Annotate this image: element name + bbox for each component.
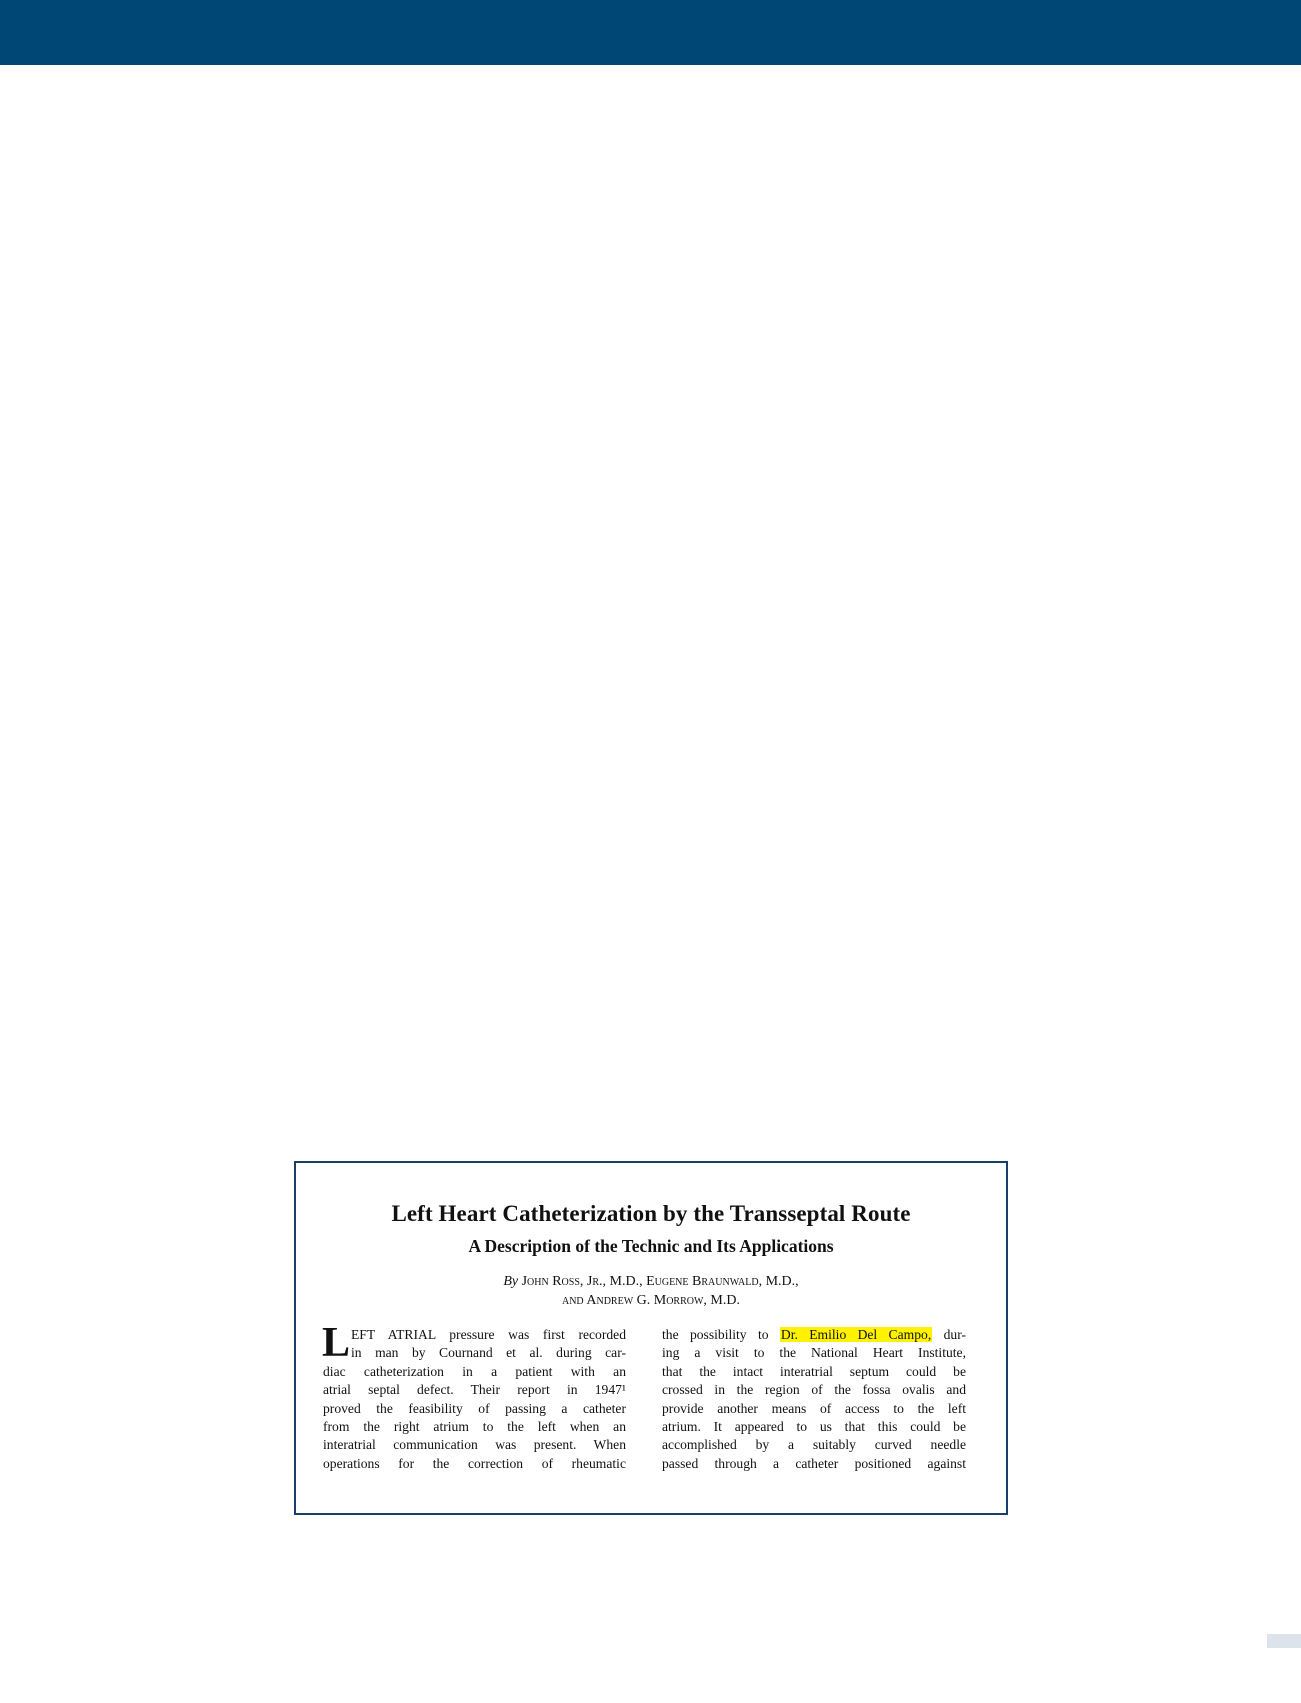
text-line: atrium. It appeared to us that this could be [662,1418,966,1434]
text-line: ing a visit to the National Heart Institute, [662,1345,966,1361]
left-text-column [322,1320,626,1473]
article-excerpt-frame [294,1161,1008,1515]
text-line [662,1326,966,1344]
drop-cap: L [322,1320,351,1366]
right-text-column [662,1326,966,1473]
text-line: operations for the correction of rheumatic [323,1455,626,1471]
byline-authors-line1: John Ross, Jr., M.D., Eugene Braunwald, M.D., [521,1274,799,1289]
text-line: in man by Cournand et al. during car- [351,1345,626,1361]
text-line: passed through a catheter positioned against [662,1455,966,1471]
article-byline [296,1272,1006,1310]
text-line: crossed in the region of the fossa ovalis and [662,1382,966,1398]
text-fragment: the possibility to [662,1327,769,1342]
article-subtitle: A Description of the Technic and Its Applications [468,1236,834,1256]
text-line: proved the feasibility of passing a catheter [323,1400,626,1416]
text-line: provide another means of access to the left [662,1400,966,1416]
page-corner-tab [1267,1634,1301,1648]
text-line: that the intact interatrial septum could be [662,1363,966,1379]
text-line: accomplished by a suitably curved needle [662,1437,966,1453]
text-line: interatrial communication was present. When [323,1437,626,1453]
text-line: EFT ATRIAL pressure was first recorded [351,1327,626,1342]
byline-authors-line2: and Andrew G. Morrow, M.D. [561,1293,740,1308]
text-fragment: dur- [943,1327,966,1342]
text-line: atrial septal defect. Their report in 1947¹ [323,1382,626,1398]
highlighted-name: Dr. Emilio Del Campo, [780,1327,932,1342]
text-line: diac catheterization in a patient with an [323,1363,626,1379]
article-title: Left Heart Catheterization by the Transseptal Route [391,1201,911,1226]
header-band [0,0,1301,65]
text-line: from the right atrium to the left when an [323,1418,626,1434]
byline-by: By [503,1274,519,1289]
